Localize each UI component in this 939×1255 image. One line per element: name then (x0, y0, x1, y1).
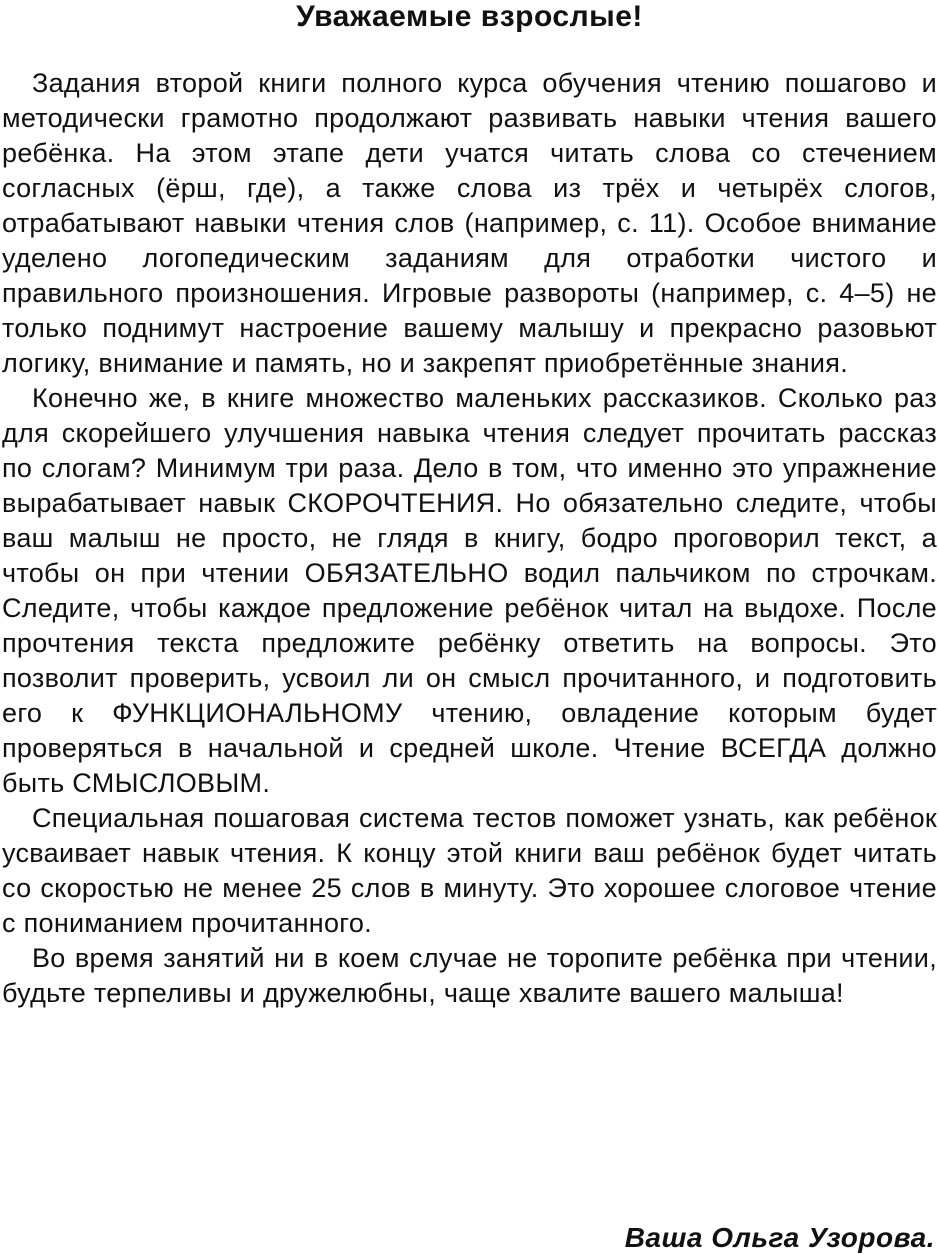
author-signature: Ваша Ольга Узорова. (624, 1222, 935, 1253)
paragraph-4: Во время занятий ни в коем случае не торопите ребёнка при чтении, будьте терпеливы и дружелюбны, чаще хвалите вашего малыша! (2, 943, 937, 1008)
paragraph-2: Конечно же, в книге множество маленьких рассказиков. Сколько раз для скорейшего улучшения навыка чтения следует прочитать рассказ по слогам? Минимум три раза. Дело в том, что именно это упражнение вырабатывает навык СКОРОЧТЕНИЯ. Но обязательно следите, чтобы ваш малыш не просто, не глядя в книгу, бодро проговорил текст, а чтобы он при чтении ОБЯЗАТЕЛЬНО водил пальчиком по строчкам. Следите, чтобы каждое предложение ребёнок читал на выдохе. После прочтения текста предложите ребёнку ответить на вопросы. Это позволит проверить, усвоил ли он смысл прочитанного, и подготовить его к ФУНКЦИОНАЛЬНОМУ чтению, овладение которым будет проверяться в начальной и средней школе. Чтение ВСЕГДА должно быть СМЫСЛОВЫМ. (2, 383, 937, 798)
paragraph-3: Специальная пошаговая система тестов поможет узнать, как ребёнок усваивает навык чтения. К концу этой книги ваш ребёнок будет читать со скоростью не менее 25 слов в минуту. Это хорошее слоговое чтение с пониманием прочитанного. (2, 803, 937, 938)
page-title: Уважаемые взрослые! (296, 0, 643, 33)
body-text (2, 66, 937, 1011)
paragraph-1: Задания второй книги полного курса обучения чтению пошагово и методически грамотно продолжают развивать навыки чтения вашего ребёнка. На этом этапе дети учатся читать слова со стечением согласных (ёрш, где), а также слова из трёх и четырёх слогов, отрабатывают навыки чтения слов (например, с. 11). Особое внимание уделено логопедическим заданиям для отработки чистого и правильного произношения. Игровые развороты (например, с. 4–5) не только поднимут настроение вашему малышу и прекрасно разовьют логику, внимание и память, но и закрепят приобретённые знания. (2, 68, 937, 378)
